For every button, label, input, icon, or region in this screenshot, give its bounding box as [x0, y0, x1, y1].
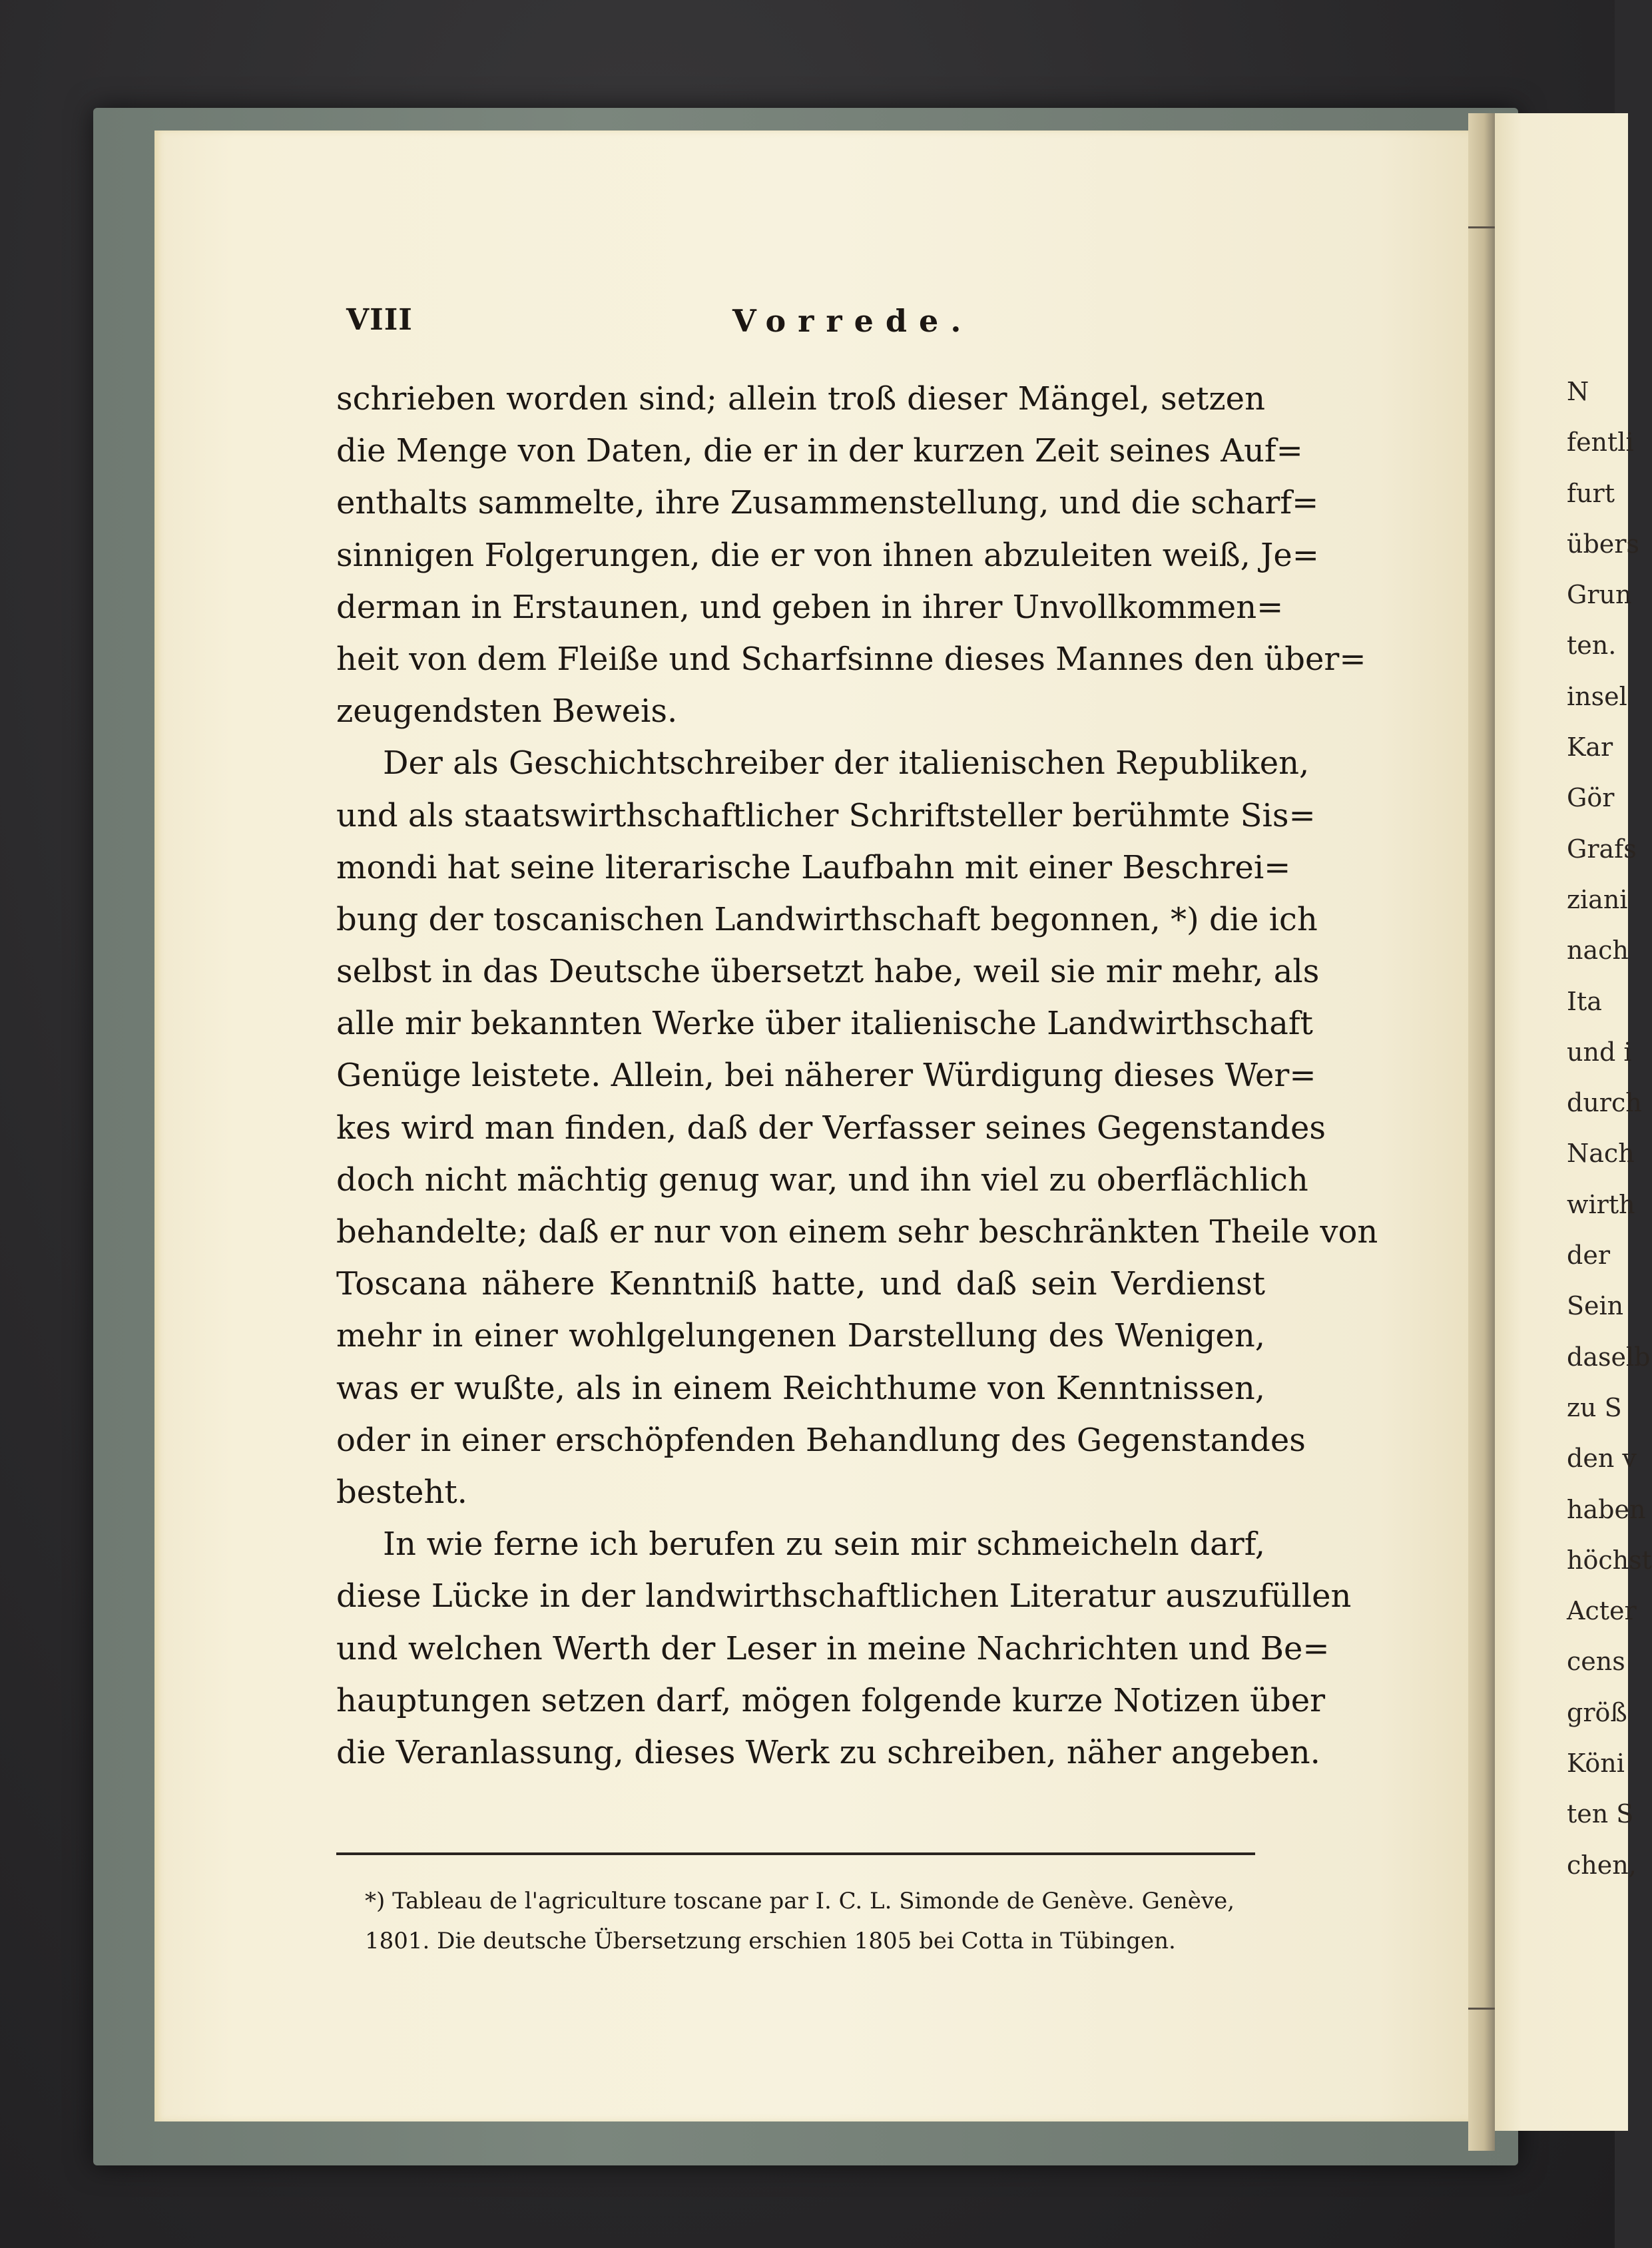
- gutter-mark: [1468, 226, 1495, 228]
- text-line: und welchen Werth der Leser in meine Nachrichten und Be=: [336, 1629, 1330, 1667]
- text-line: derman in Erstaunen, und geben in ihrer Unvollkommen=: [336, 588, 1284, 626]
- text-line: diese Lücke in der landwirthschaftlichen Literatur auszufüllen: [336, 1577, 1352, 1615]
- right-page-fragment: [1495, 113, 1652, 2131]
- facing-fragment: furt: [1567, 478, 1615, 508]
- facing-fragment: der: [1567, 1241, 1610, 1270]
- text-line: bung der toscanischen Landwirthschaft begonnen, *) die ich: [336, 900, 1318, 938]
- facing-fragment: cens: [1567, 1647, 1625, 1677]
- text-line: behandelte; daß er nur von einem sehr beschränkten Theile von: [336, 1213, 1378, 1251]
- footnote-line: *) Tableau de l'agriculture toscane par I. C. L. Simonde de Genève. Genève,: [365, 1888, 1235, 1914]
- facing-fragment: wirth: [1567, 1189, 1635, 1219]
- facing-fragment: Köni: [1567, 1749, 1625, 1779]
- facing-fragment: höchst: [1567, 1545, 1652, 1575]
- facing-fragment: zu S: [1567, 1392, 1622, 1422]
- gutter-mark: [1468, 2008, 1495, 2010]
- facing-fragment: insel: [1567, 681, 1627, 711]
- text-line: Der als Geschichtschreiber der italienischen Republiken,: [383, 744, 1310, 782]
- text-line: die Veranlassung, dieses Werk zu schreiben, näher angeben.: [336, 1733, 1320, 1771]
- facing-fragment: übers: [1567, 529, 1639, 559]
- page-header: [346, 303, 1265, 350]
- facing-fragment: ten S: [1567, 1799, 1634, 1829]
- footnote: [365, 1881, 1260, 1961]
- facing-fragment: Grun: [1567, 580, 1632, 610]
- text-line: hauptungen setzen darf, mögen folgende kurze Notizen über: [336, 1681, 1326, 1719]
- text-line: die Menge von Daten, die er in der kurzen Zeit seines Auf=: [336, 432, 1303, 470]
- text-line: enthalts sammelte, ihre Zusammenstellung, und die scharf=: [336, 484, 1319, 522]
- facing-fragment: ten.: [1567, 631, 1617, 661]
- facing-fragment: Ita: [1567, 986, 1602, 1016]
- facing-fragment: Acter: [1567, 1596, 1637, 1626]
- text-line: mondi hat seine literarische Laufbahn mit einer Beschrei=: [336, 848, 1291, 886]
- facing-fragment: größ: [1567, 1697, 1627, 1727]
- page-number: VIII: [346, 303, 413, 337]
- body-text: [336, 373, 1378, 1779]
- footnote-line: 1801. Die deutsche Übersetzung erschien 1805 bei Cotta in Tübingen.: [365, 1928, 1176, 1954]
- facing-fragment: fentli: [1567, 427, 1634, 457]
- facing-fragment: Kar: [1567, 732, 1613, 762]
- facing-fragment: Grafs: [1567, 834, 1637, 864]
- facing-fragment: und i: [1567, 1037, 1632, 1067]
- text-line: In wie ferne ich berufen zu sein mir schmeicheln darf,: [383, 1526, 1265, 1563]
- facing-fragment: den v: [1567, 1444, 1637, 1474]
- facing-fragment: chen,: [1567, 1850, 1637, 1880]
- facing-fragment: ziani: [1567, 884, 1628, 914]
- text-line: doch nicht mächtig genug war, und ihn viel zu oberflächlich: [336, 1161, 1308, 1199]
- facing-fragment: Sein: [1567, 1291, 1624, 1321]
- text-line: schrieben worden sind; allein troß dieser Mängel, setzen: [336, 380, 1265, 418]
- text-line: mehr in einer wohlgelungenen Darstellung des Wenigen,: [336, 1317, 1265, 1355]
- footnote-rule: [336, 1852, 1255, 1855]
- book-gutter: [1468, 113, 1495, 2151]
- facing-fragment: daselb: [1567, 1342, 1651, 1372]
- text-line: sinnigen Folgerungen, die er von ihnen abzuleiten weiß, Je=: [336, 536, 1319, 574]
- text-line: heit von dem Fleiße und Scharfsinne dieses Mannes den über=: [336, 640, 1366, 678]
- text-line: kes wird man finden, daß der Verfasser seines Gegenstandes: [336, 1109, 1326, 1147]
- text-line: Toscana nähere Kenntniß hatte, und daß sein Verdienst: [336, 1265, 1265, 1303]
- facing-fragment: N: [1567, 377, 1589, 406]
- text-line: alle mir bekannten Werke über italienische Landwirthschaft: [336, 1005, 1313, 1043]
- facing-fragment: durch: [1567, 1088, 1642, 1118]
- text-line: selbst in das Deutsche übersetzt habe, weil sie mir mehr, als: [336, 953, 1320, 991]
- text-line: oder in einer erschöpfenden Behandlung des Gegenstandes: [336, 1421, 1306, 1459]
- text-line: und als staatswirthschaftlicher Schriftsteller berühmte Sis=: [336, 796, 1316, 834]
- facing-fragment: haben: [1567, 1494, 1646, 1524]
- text-line: besteht.: [336, 1473, 467, 1511]
- facing-fragment: Gör: [1567, 783, 1615, 813]
- text-line: Genüge leistete. Allein, bei näherer Würdigung dieses Wer=: [336, 1057, 1316, 1095]
- facing-fragment: Nach: [1567, 1139, 1635, 1169]
- running-title: Vorrede.: [732, 303, 973, 339]
- facing-page-column: [1567, 366, 1652, 1890]
- text-line: zeugendsten Beweis.: [336, 693, 678, 730]
- text-line: was er wußte, als in einem Reichthume von Kenntnissen,: [336, 1369, 1265, 1407]
- facing-fragment: nach: [1567, 936, 1629, 966]
